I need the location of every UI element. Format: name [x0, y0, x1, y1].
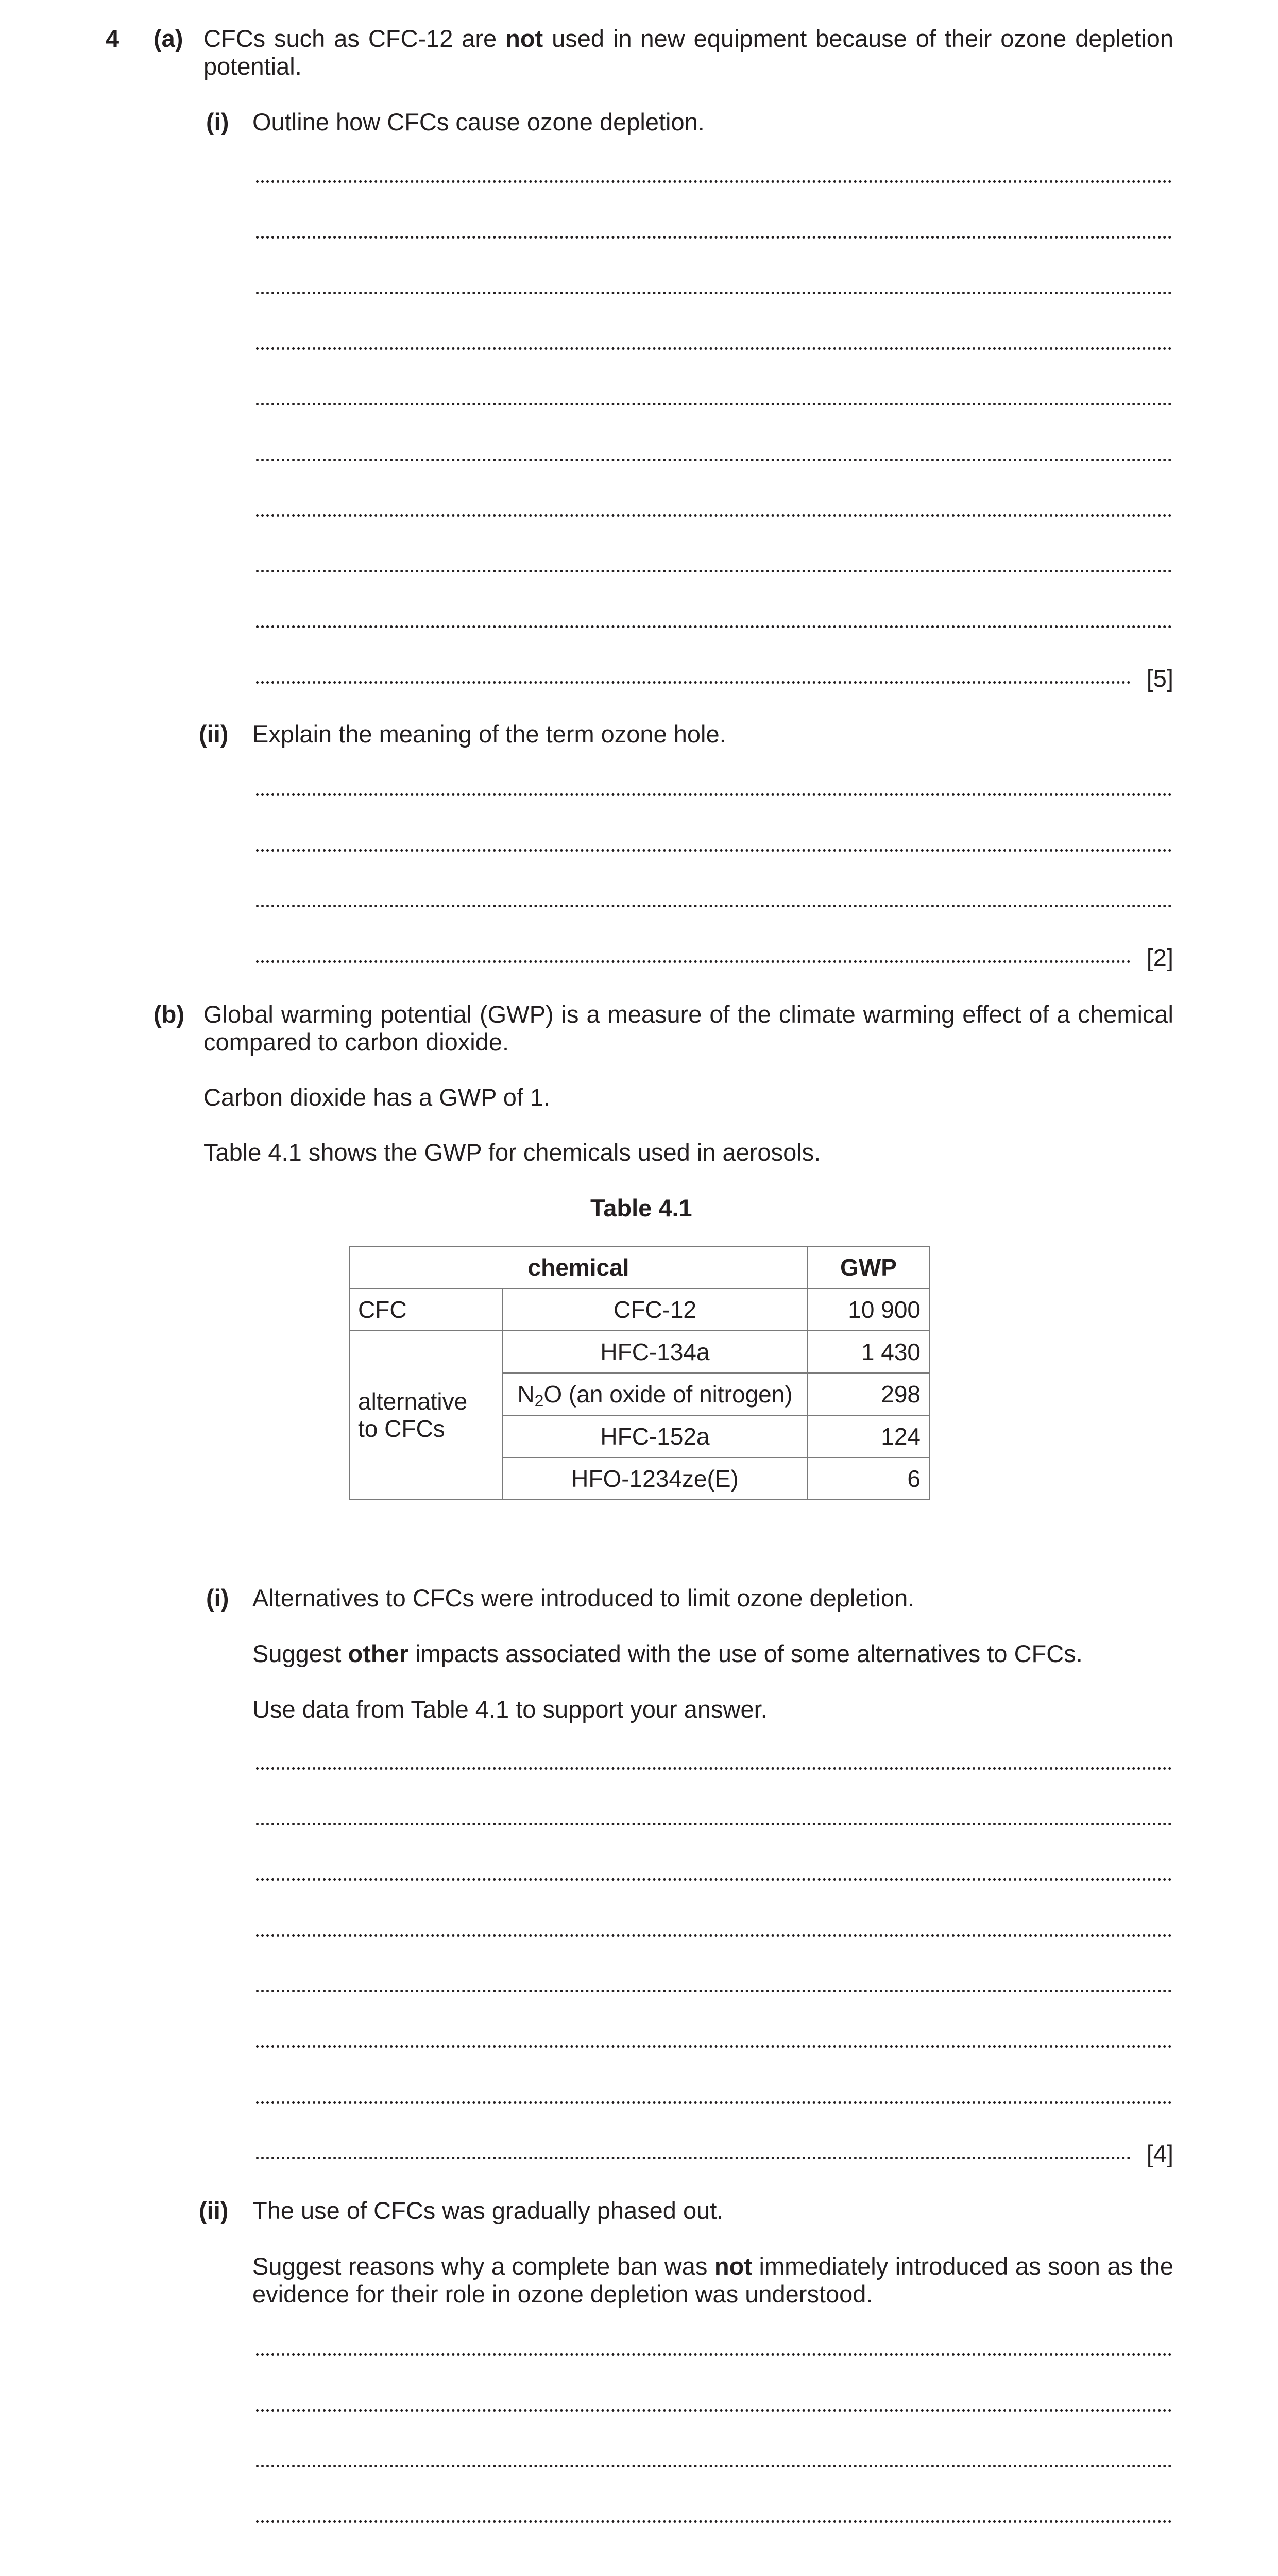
answer-line[interactable] [256, 292, 1172, 294]
table-header-gwp: GWP [808, 1246, 929, 1289]
table-caption: Table 4.1 [590, 1194, 692, 1222]
answer-line[interactable] [256, 2409, 1172, 2412]
answer-line[interactable] [256, 1823, 1172, 1825]
table-cell-chemical: $N_2O$ (an oxide of nitrogen) [502, 1373, 808, 1415]
part-a-label: (a) [154, 25, 183, 52]
part-b-ii-text2: Suggest reasons why a complete ban was not immediately introduced as soon as the evidence for their role in ozone depletion was understood. [252, 2252, 1173, 2308]
part-a-i-label: (i) [206, 108, 229, 135]
table-cell-chemical: HFC-152a [502, 1415, 808, 1458]
answer-line[interactable] [256, 2157, 1131, 2159]
answer-line[interactable] [256, 2045, 1172, 2048]
answer-line[interactable] [256, 793, 1172, 796]
answer-line[interactable] [256, 347, 1172, 350]
answer-line[interactable] [256, 236, 1172, 239]
marks-a-ii: [2] [1146, 944, 1173, 971]
answer-line[interactable] [256, 570, 1172, 572]
marks-b-i: [4] [1146, 2140, 1173, 2167]
answer-line[interactable] [256, 403, 1172, 405]
table-header-row [349, 1246, 929, 1289]
table-cell-gwp: 1 430 [808, 1331, 929, 1373]
part-b-line3: Table 4.1 shows the GWP for chemicals used in aerosols. [203, 1139, 821, 1166]
part-b-i-label: (i) [206, 1584, 229, 1612]
marks-a-i: [5] [1146, 665, 1173, 692]
part-b-intro: Global warming potential (GWP) is a measure of the climate warming effect of a chemical compared to carbon dioxide. [203, 1001, 1173, 1056]
table-cell-chemical: HFC-134a [502, 1331, 808, 1373]
answer-line[interactable] [256, 905, 1172, 907]
table-group-alternative: alternative to CFCs [349, 1331, 502, 1500]
answer-line[interactable] [256, 2101, 1172, 2104]
part-a-intro: CFCs such as CFC-12 are not used in new equipment because of their ozone depletion potential. [203, 25, 1173, 80]
answer-line[interactable] [256, 960, 1131, 963]
part-a-ii-label: (ii) [199, 720, 229, 748]
part-b-ii-label: (ii) [199, 2197, 229, 2224]
answer-line[interactable] [256, 849, 1172, 852]
part-b-i-text1: Alternatives to CFCs were introduced to limit ozone depletion. [252, 1584, 915, 1612]
table-cell-chemical: HFO-1234ze(E) [502, 1458, 808, 1500]
answer-line[interactable] [256, 1934, 1172, 1937]
answer-line[interactable] [256, 625, 1172, 628]
table-cell-chemical: CFC-12 [502, 1289, 808, 1331]
part-a-ii-text: Explain the meaning of the term ozone hole. [252, 720, 726, 748]
answer-line[interactable] [256, 514, 1172, 517]
table-cell-gwp: 10 900 [808, 1289, 929, 1331]
part-b-ii-text1: The use of CFCs was gradually phased out. [252, 2197, 724, 2224]
table-cell-gwp: 298 [808, 1373, 929, 1415]
table-row [349, 1289, 929, 1331]
table-row [349, 1331, 929, 1373]
answer-line[interactable] [256, 1990, 1172, 1992]
answer-line[interactable] [256, 180, 1172, 183]
answer-line[interactable] [256, 2520, 1172, 2523]
answer-line[interactable] [256, 1878, 1172, 1881]
table-header-chemical: chemical [349, 1246, 808, 1289]
question-number: 4 [106, 25, 120, 52]
answer-line[interactable] [256, 459, 1172, 461]
part-b-i-text3: Use data from Table 4.1 to support your answer. [252, 1696, 768, 1723]
part-b-label: (b) [154, 1001, 185, 1028]
table-cell-gwp: 124 [808, 1415, 929, 1458]
answer-line[interactable] [256, 1767, 1172, 1770]
answer-line[interactable] [256, 681, 1131, 684]
part-b-i-text2: Suggest other impacts associated with the use of some alternatives to CFCs. [252, 1640, 1083, 1667]
gwp-table [349, 1246, 930, 1500]
answer-line[interactable] [256, 2465, 1172, 2467]
answer-line[interactable] [256, 2353, 1172, 2356]
table-cell-gwp: 6 [808, 1458, 929, 1500]
table-group-cfc: CFC [349, 1289, 502, 1331]
part-a-i-text: Outline how CFCs cause ozone depletion. [252, 108, 705, 135]
part-b-line2: Carbon dioxide has a GWP of 1. [203, 1083, 551, 1111]
